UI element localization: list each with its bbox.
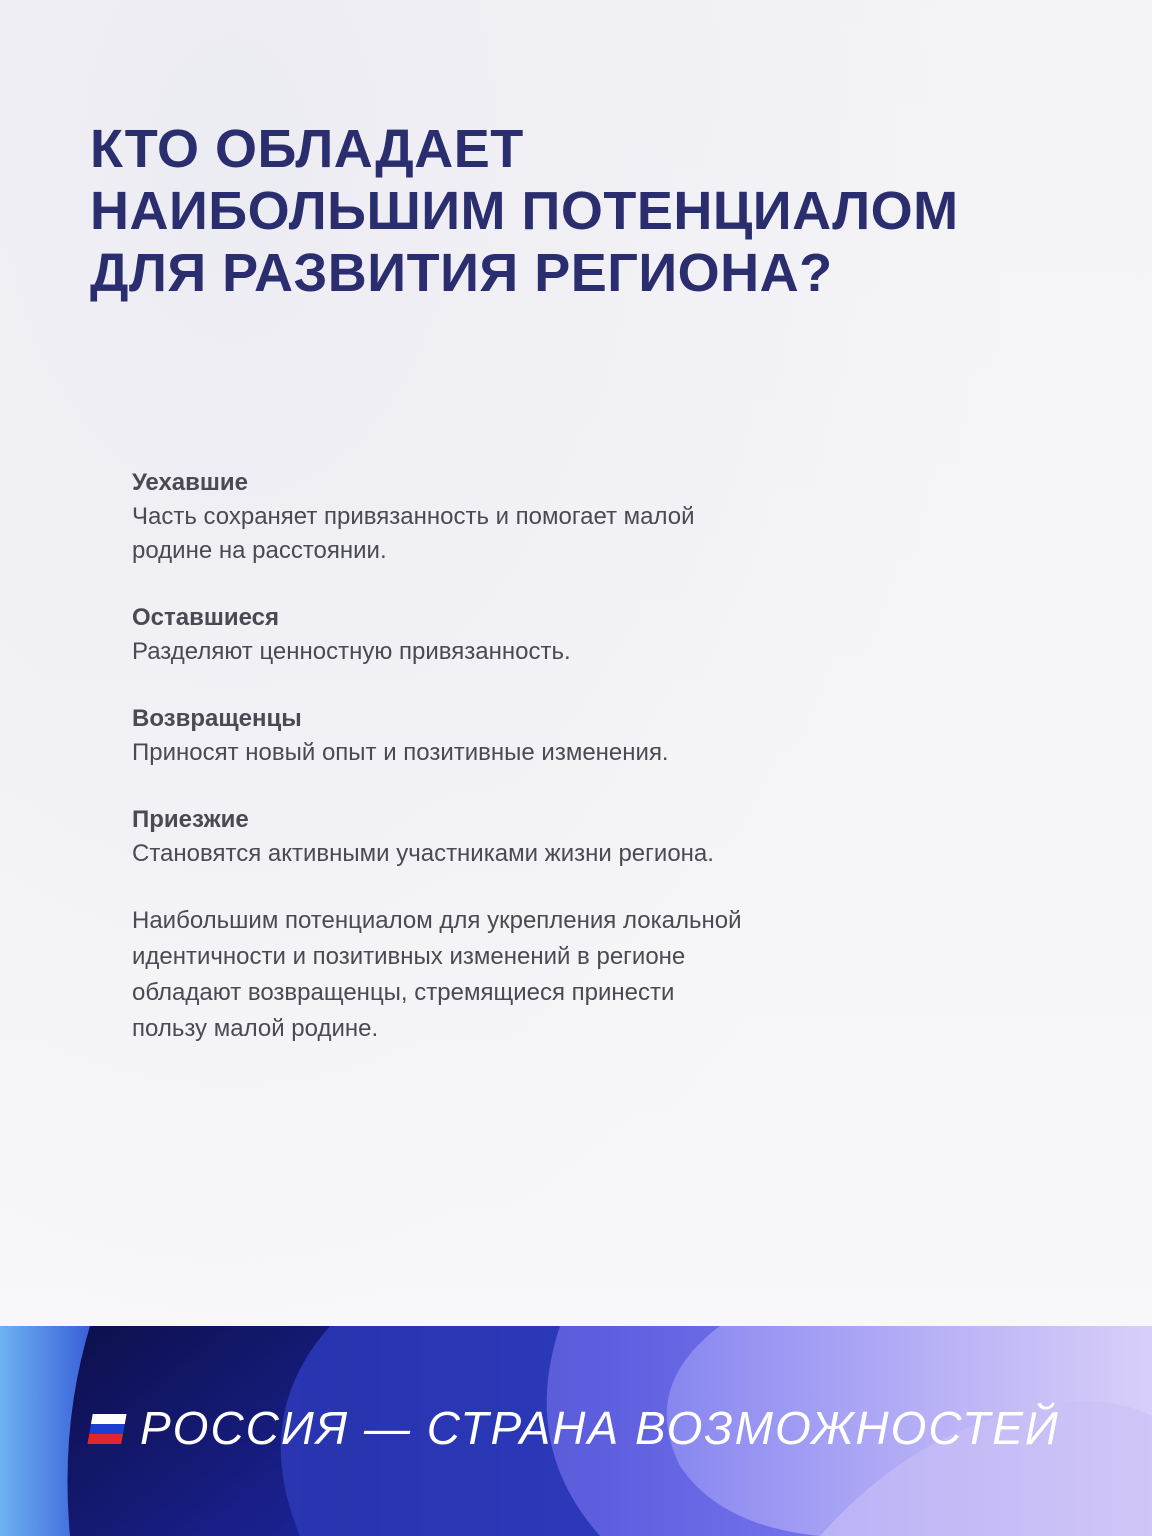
conclusion-line: пользу малой родине. xyxy=(132,1015,379,1042)
footer-slogan: РОССИЯ — СТРАНА ВОЗМОЖНОСТЕЙ xyxy=(140,1402,1060,1454)
conclusion-line: идентичности и позитивных изменений в регионе xyxy=(132,943,686,970)
group-text: Приносят новый опыт и позитивные изменения. xyxy=(132,739,669,766)
group-title: Уехавшие xyxy=(132,469,249,496)
group-returnees xyxy=(132,702,872,770)
group-stayed xyxy=(132,601,872,669)
group-text: родине на расстоянии. xyxy=(132,537,387,564)
content-area xyxy=(132,466,872,1079)
group-newcomers xyxy=(132,803,872,871)
group-text: Становятся активными участниками жизни региона. xyxy=(132,840,714,867)
group-emigrants xyxy=(132,466,872,568)
group-text: Часть сохраняет привязанность и помогает малой xyxy=(132,503,695,530)
page-title-line: КТО ОБЛАДАЕТ xyxy=(90,119,524,179)
group-title: Приезжие xyxy=(132,806,249,833)
page-title xyxy=(90,118,1070,304)
russian-flag-icon xyxy=(87,1414,126,1444)
conclusion xyxy=(132,904,872,1046)
page-title-line: ДЛЯ РАЗВИТИЯ РЕГИОНА? xyxy=(90,243,833,303)
page-title-line: НАИБОЛЬШИМ ПОТЕНЦИАЛОМ xyxy=(90,181,959,241)
group-text: Разделяют ценностную привязанность. xyxy=(132,638,571,665)
conclusion-line: Наибольшим потенциалом для укрепления локальной xyxy=(132,907,742,934)
group-title: Оставшиеся xyxy=(132,604,280,631)
group-title: Возвращенцы xyxy=(132,705,302,732)
conclusion-line: обладают возвращенцы, стремящиеся принести xyxy=(132,979,675,1006)
